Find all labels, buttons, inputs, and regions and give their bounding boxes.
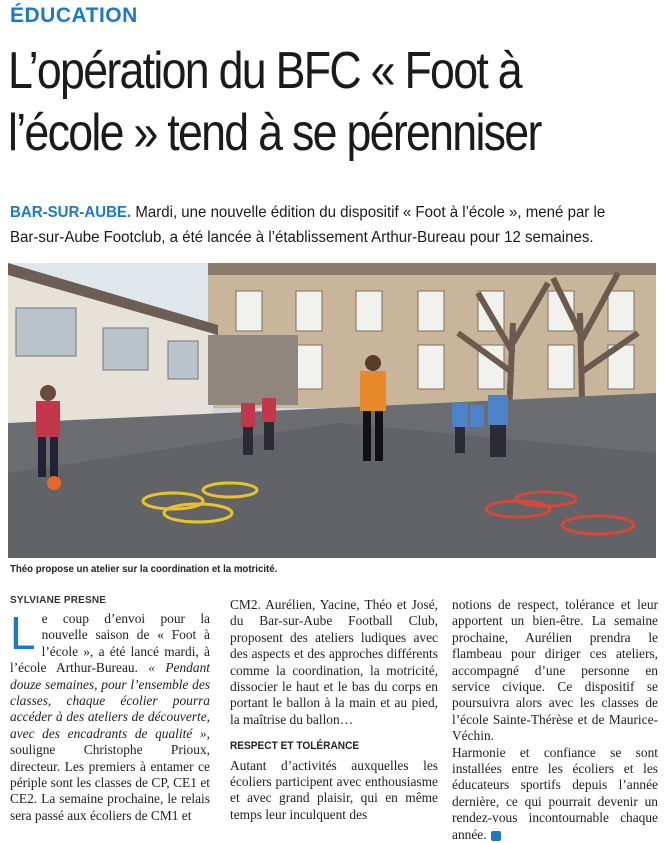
headline-line-1: L’opération du BFC « Foot à [8,42,521,100]
paragraph: Harmonie et confiance se sont installées entre les écoliers et les éducateurs sportifs depuis l’année dernière, ce qui pourrait devenir un rendez-vous incontournable chaque année. [452,744,658,842]
headline-line-2: l’école » tend à se pérenniser [8,104,541,162]
article-photo [8,263,656,558]
subheading: RESPECT ET TOLÉRANCE [230,740,360,753]
drop-cap: L [10,607,36,659]
lead-paragraph [10,200,621,250]
section-label: ÉDUCATION [10,4,138,27]
quote: « Pendant douze semaines, pour l’ensemble des classes, chaque écolier pourra accéder à des ateliers de découverte, avec des encadrants de qualité » [10,660,210,741]
headline [8,40,567,164]
article-column-2 [230,597,438,822]
photo-caption: Théo propose un atelier sur la coordination et la motricité. [10,563,278,575]
dateline-place: BAR-SUR-AUBE. [10,204,132,221]
author-byline: SYLVIANE PRESNE [10,595,107,606]
paragraph: Autant d’activités auxquelles les écoliers participent avec enthousiasme et avec grand plaisir, qui en même temps leur inculquent des [230,757,438,822]
paragraph: CM2. Aurélien, Yacine, Théo et José, du Bar-sur-Aube Football Club, proposent des ateliers ludiques avec des aspects et des approches différents comme la coordination, la motricité, dissocier le haut et le bas du corps en portant le ballon à la main et au pied, la maîtrise du ballon… [230,597,438,727]
end-of-article-icon [491,831,501,841]
lead-text: Mardi, une nouvelle édition du dispositif « Foot à l’école », mené par le Bar-sur-Aube Footclub, a été lancée à l’établissement Arthur-Bureau pour 12 semaines. [10,204,606,246]
article-column-1 [10,607,210,823]
article-column-3 [452,597,658,842]
paragraph: notions de respect, tolérance et leur apportent un bien-être. La semaine prochaine, Aurélien prendra le flambeau pour diriger ces ateliers, accompagné d’une personne en service civique. Ce dispositif se poursuivra alors avec les classes de l’école Sainte-Thérèse et de Maurice-Véchin. [452,597,658,744]
schoolyard-photo [8,263,656,558]
paragraph: Le coup d’envoi pour la nouvelle saison de « Foot à l’école », a été lancé mardi, à l’école Arthur-Bureau. « Pendant douze semaines, pour l’ensemble des classes, chaque écolier pourra accéder à des ateliers de découverte, avec des encadrants de qualité », souligne Christophe Prioux, directeur. Les premiers à entamer ce périple sont les classes de CP, CE1 et CE2. La semaine prochaine, le relais sera passé aux écoliers de CM1 et [10,607,210,823]
